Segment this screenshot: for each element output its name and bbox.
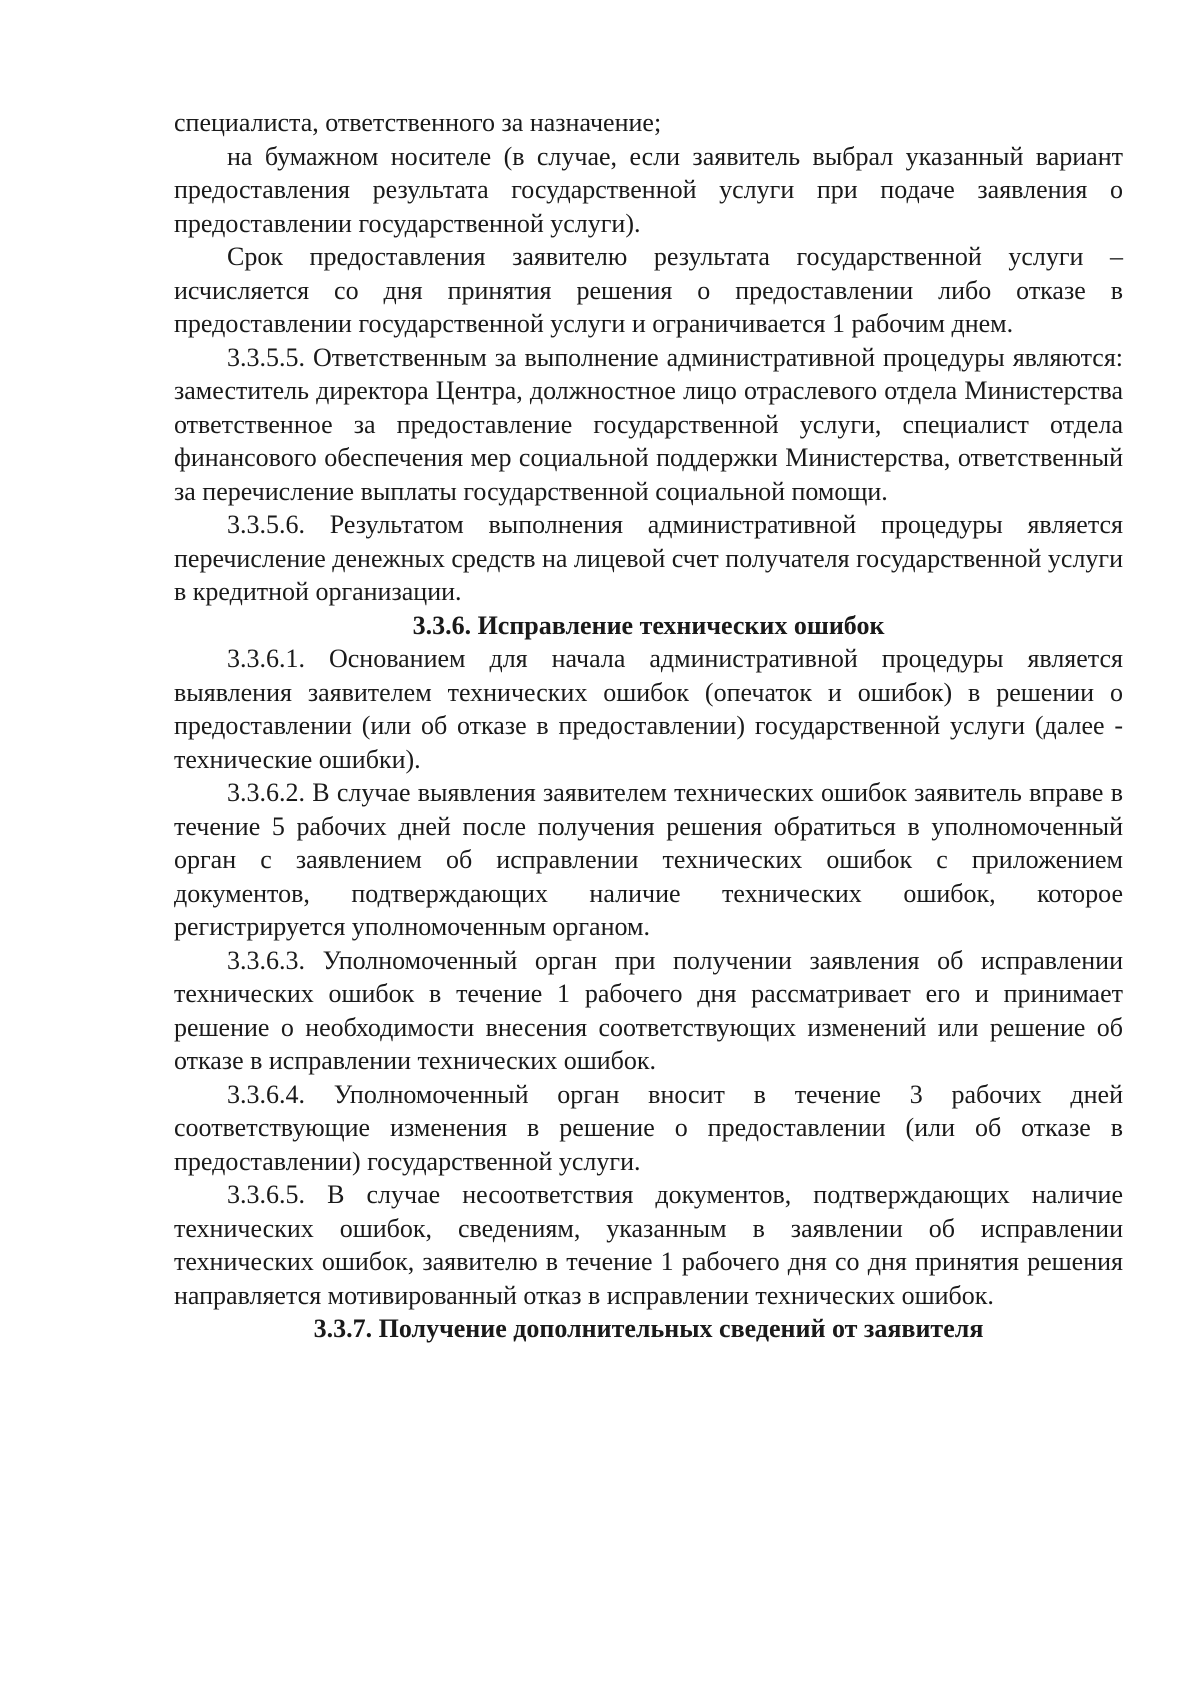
paragraph-paper-option: на бумажном носителе (в случае, если заявитель выбрал указанный вариант предоставления результата государственной услуги при подаче заявления о предоставлении государственной услуги). <box>174 141 1123 238</box>
paragraph-3-3-6-2: 3.3.6.2. В случае выявления заявителем технических ошибок заявитель вправе в течение 5 рабочих дней после получения решения обратиться в уполномоченный орган с заявлением об исправлении технических ошибок с приложением документов, подтверждающих наличие технических ошибок, которое регистрируется уполномоченным органом. <box>174 778 1123 941</box>
paragraph-3-3-6-1: 3.3.6.1. Основанием для начала административной процедуры является выявления заявителем технических ошибок (опечаток и ошибок) в решении о предоставлении (или об отказе в предоставлении) государственной услуги (далее - технические ошибки). <box>174 644 1123 774</box>
paragraph-3-3-6-5: 3.3.6.5. В случае несоответствия документов, подтверждающих наличие технических ошибок, сведениям, указанным в заявлении об исправлении технических ошибок, заявителю в течение 1 рабочего дня со дня принятия решения направляется мотивированный отказ в исправлении технических ошибок. <box>174 1180 1123 1310</box>
section-heading-3-3-7: 3.3.7. Получение дополнительных сведений от заявителя <box>313 1314 984 1343</box>
paragraph-3-3-5-5: 3.3.5.5. Ответственным за выполнение административной процедуры являются: заместитель директора Центра, должностное лицо отраслевого отдела Министерства ответственное за предоставление государственной услуги, специалист отдела финансового обеспечения мер социальной поддержки Министерства, ответственный за перечисление выплаты государственной социальной помощи. <box>174 342 1123 506</box>
paragraph-3-3-6-4: 3.3.6.4. Уполномоченный орган вносит в течение 3 рабочих дней соответствующие изменения в решение о предоставлении (или об отказе в предоставлении) государственной услуги. <box>174 1079 1123 1176</box>
paragraph-3-3-6-3: 3.3.6.3. Уполномоченный орган при получении заявления об исправлении технических ошибок в течение 1 рабочего дня рассматривает его и принимает решение о необходимости внесения соответствующих изменений или решение об отказе в исправлении технических ошибок. <box>174 945 1123 1075</box>
document-body <box>174 106 1123 1346</box>
section-heading-3-3-6: 3.3.6. Исправление технических ошибок <box>412 610 885 640</box>
paragraph-3-3-5-6: 3.3.5.6. Результатом выполнения административной процедуры является перечисление денежных средств на лицевой счет получателя государственной услуги в кредитной организации. <box>174 510 1123 606</box>
paragraph-continuation: специалиста, ответственного за назначение; <box>174 108 662 137</box>
paragraph-result-term: Срок предоставления заявителю результата государственной услуги – исчисляется со дня принятия решения о предоставлении либо отказе в предоставлении государственной услуги и ограничивается 1 рабочим днем. <box>174 242 1123 338</box>
